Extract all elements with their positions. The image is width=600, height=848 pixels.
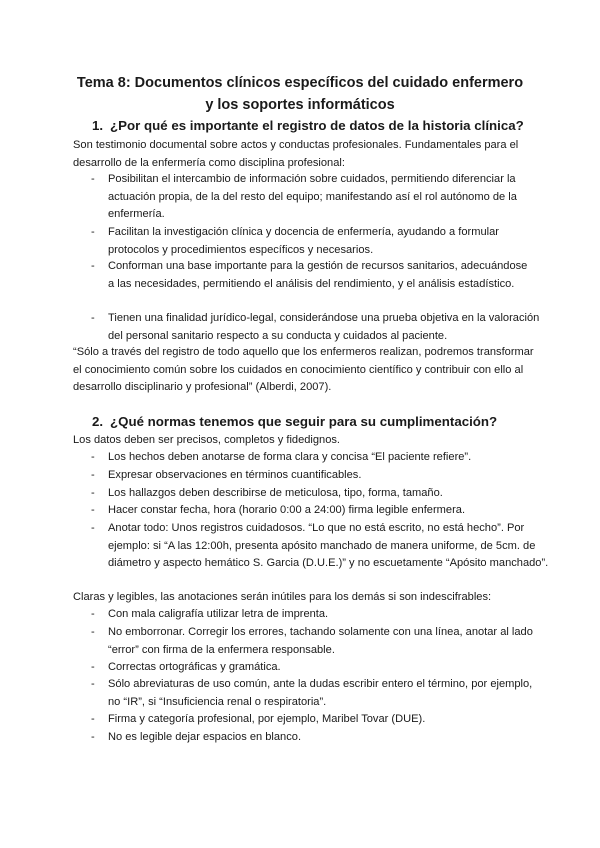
list-item-text: Facilitan la investigación clínica y docencia de enfermería, ayudando a formular protocolos y procedimientos específicos y necesarios.: [108, 226, 499, 256]
bullet-dash: -: [91, 469, 95, 481]
section-2-title: ¿Qué normas tenemos que seguir para su cumplimentación?: [110, 414, 498, 429]
bullet-dash: -: [91, 713, 95, 725]
title-line-1: Tema 8: Documentos clínicos específicos del cuidado enfermero: [76, 75, 524, 91]
bullet-dash: -: [91, 226, 95, 238]
list-item-text: Expresar observaciones en términos cuantificables.: [108, 469, 362, 481]
list-item-text: Los hechos deben anotarse de forma clara y concisa “El paciente refiere”.: [108, 451, 472, 463]
list-item-text: Firma y categoría profesional, por ejemplo, Maribel Tovar (DUE).: [108, 713, 426, 725]
section-1-number: 1.: [92, 118, 104, 133]
bullet-dash: -: [91, 608, 95, 620]
list-item-text: Con mala caligrafía utilizar letra de imprenta.: [108, 608, 329, 620]
title-line-2: y los soportes informáticos: [205, 97, 395, 113]
list-item-text: Los hallazgos deben describirse de meticulosa, tipo, forma, tamaño.: [108, 487, 443, 499]
list-item-text: Anotar todo: Unos registros cuidadosos. “Lo que no está escrito, no está hecho”. Por ejemplo: si “A las 12:00h, presenta apósito manchado de manera uniforme, de 5cm. de diámetro y aspecto hemático S. Garcia (D.U.E.)” y no escuetamente “Apósito manchado”.: [108, 522, 549, 570]
bullet-dash: -: [91, 522, 95, 534]
list-item-text: Tienen una finalidad jurídico-legal, considerándose una prueba objetiva en la valoración del personal sanitario respecto a su conducta y cuidados al paciente.: [108, 312, 540, 342]
list-item-text: No es legible dejar espacios en blanco.: [108, 731, 302, 743]
bullet-dash: -: [91, 626, 95, 638]
bullet-dash: -: [91, 260, 95, 272]
document-title: [40, 72, 560, 116]
bullet-dash: -: [91, 451, 95, 463]
bullet-dash: -: [91, 678, 95, 690]
bullet-dash: -: [91, 487, 95, 499]
bullet-dash: -: [91, 312, 95, 324]
bullet-dash: -: [91, 173, 95, 185]
section-1-title: ¿Por qué es importante el registro de datos de la historia clínica?: [110, 118, 524, 133]
list-item-text: Correctas ortográficas y gramática.: [108, 661, 281, 673]
section-2-number: 2.: [92, 414, 104, 429]
bullet-dash: -: [91, 504, 95, 516]
list-item-text: Posibilitan el intercambio de información sobre cuidados, permitiendo diferenciar la actuación propia, de la del resto del equipo; manifestando así el rol autónomo de la enfermería.: [108, 173, 517, 221]
section-1-quote: “Sólo a través del registro de todo aquello que los enfermeros realizan, podremos transformar el conocimiento común sobre los cuidados en conocimiento científico y contribuir con ello al desarrollo disciplinario y profesional” (Alberdi, 2007).: [73, 346, 534, 394]
section-2-intro-2: Claras y legibles, las anotaciones serán inútiles para los demás si son indescifrables:: [73, 591, 492, 603]
list-item-text: Hacer constar fecha, hora (horario 0:00 a 24:00) firma legible enfermera.: [108, 504, 466, 516]
list-item-text: Conforman una base importante para la gestión de recursos sanitarios, adecuándose a las necesidades, permitiendo el análisis del rendimiento, y el análisis estadístico.: [108, 260, 528, 290]
list-item-text: No emborronar. Corregir los errores, tachando solamente con una línea, anotar al lado “error” con firma de la enfermera responsable.: [108, 626, 533, 656]
section-2-intro: Los datos deben ser precisos, completos y fidedignos.: [73, 434, 341, 446]
bullet-dash: -: [91, 661, 95, 673]
section-1-intro: Son testimonio documental sobre actos y conductas profesionales. Fundamentales para el desarrollo de la enfermería como disciplina profesional:: [73, 139, 519, 169]
bullet-dash: -: [91, 731, 95, 743]
list-item-text: Sólo abreviaturas de uso común, ante la dudas escribir entero el término, por ejemplo, no “IR”, si “Insuficiencia renal o respiratoria”.: [108, 678, 533, 708]
